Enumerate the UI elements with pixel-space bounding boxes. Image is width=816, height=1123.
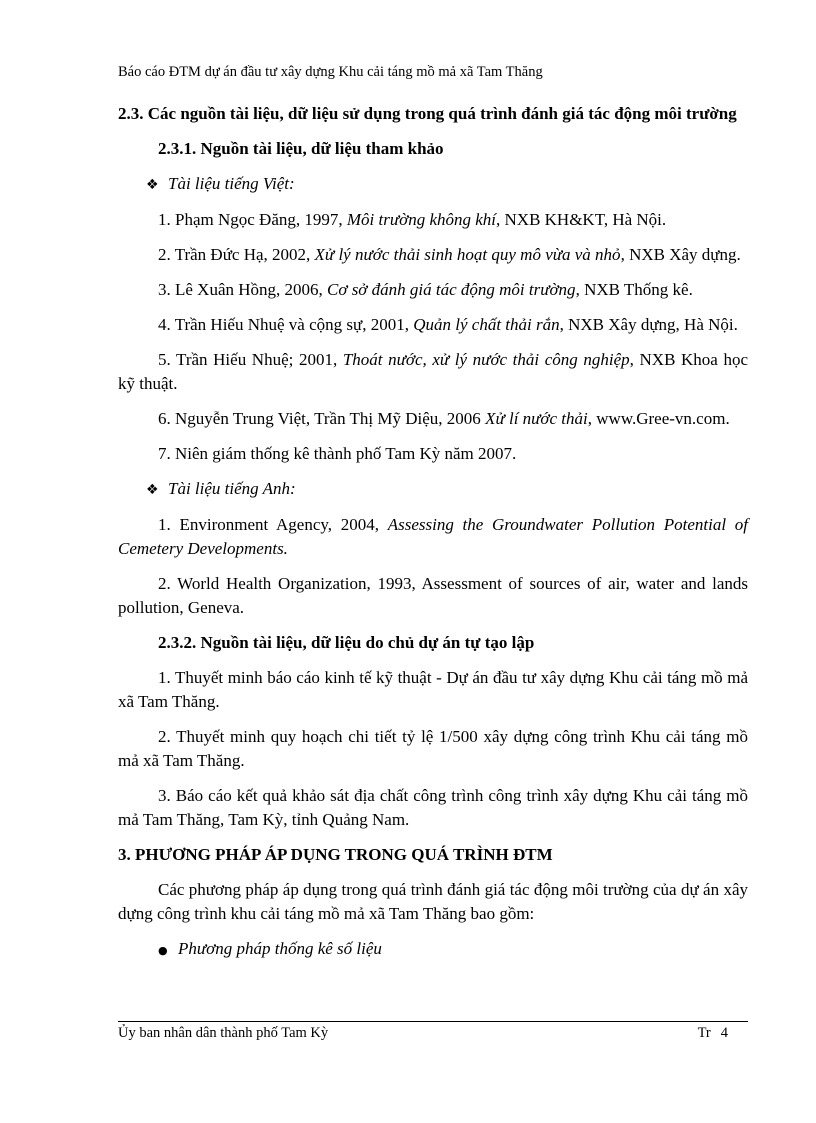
reference-item: 3. Lê Xuân Hồng, 2006, Cơ sở đánh giá tác động môi trường, NXB Thống kê. (158, 280, 693, 299)
own-reference-item: 2. Thuyết minh quy hoạch chi tiết tỷ lệ 1/500 xây dựng công trình Khu cải táng mồ mả xã Tam Thăng. (118, 727, 748, 770)
reference-item: 6. Nguyễn Trung Việt, Trần Thị Mỹ Diệu, 2006 Xử lí nước thải, www.Gree-vn.com. (158, 409, 730, 428)
eng-refs-heading (118, 477, 748, 502)
own-reference-item: 1. Thuyết minh báo cáo kinh tế kỹ thuật - Dự án đầu tư xây dựng Khu cải táng mồ mả xã Tam Thăng. (118, 668, 748, 711)
reference-item: 4. Trần Hiếu Nhuệ và cộng sự, 2001, Quản lý chất thải rắn, NXB Xây dựng, Hà Nội. (158, 315, 738, 334)
eng-refs-heading-text: Tài liệu tiếng Anh: (168, 479, 296, 498)
method-item-text: Phương pháp thống kê số liệu (178, 939, 382, 958)
page-header: Báo cáo ĐTM dự án đầu tư xây dựng Khu cải táng mồ mả xã Tam Thăng (118, 64, 543, 80)
section-3-intro: Các phương pháp áp dụng trong quá trình đánh giá tác động môi trường của dự án xây dựng công trình khu cải táng mồ mả xã Tam Thăng bao gồm: (118, 880, 748, 923)
viet-refs-heading-text: Tài liệu tiếng Việt: (168, 174, 295, 193)
section-2-3-1-heading: 2.3.1. Nguồn tài liệu, dữ liệu tham khảo (158, 139, 444, 158)
page-number (688, 1025, 728, 1042)
reference-item: 2. Trần Đức Hạ, 2002, Xử lý nước thải sinh hoạt quy mô vừa và nhỏ, NXB Xây dựng. (158, 245, 741, 264)
page-number-value: 4 (720, 1025, 728, 1041)
page-label: Tr (697, 1025, 711, 1041)
section-3-heading: 3. PHƯƠNG PHÁP ÁP DỤNG TRONG QUÁ TRÌNH ĐTM (118, 845, 553, 864)
method-item (118, 937, 748, 963)
reference-item: 2. World Health Organization, 1993, Assessment of sources of air, water and lands pollution, Geneva. (118, 574, 748, 617)
viet-refs-heading (118, 172, 748, 197)
page-content (118, 102, 748, 974)
reference-item: 1. Phạm Ngọc Đăng, 1997, Môi trường không khí, NXB KH&KT, Hà Nội. (158, 210, 667, 229)
diamond-bullet-icon: ❖ (146, 482, 159, 498)
diamond-bullet-icon: ❖ (146, 177, 159, 193)
own-reference-item: 3. Báo cáo kết quả khảo sát địa chất công trình công trình xây dựng Khu cải táng mồ mả Tam Thăng, Tam Kỳ, tỉnh Quảng Nam. (118, 786, 748, 829)
bullet-dot-icon: ● (158, 944, 168, 957)
reference-item: 1. Environment Agency, 2004, Assessing the Groundwater Pollution Potential of Cemetery Developments. (118, 515, 748, 558)
section-2-3-2-heading: 2.3.2. Nguồn tài liệu, dữ liệu do chủ dự án tự tạo lập (158, 633, 535, 652)
section-2-3-heading: 2.3. Các nguồn tài liệu, dữ liệu sử dụng trong quá trình đánh giá tác động môi trường (118, 104, 737, 123)
reference-item: 5. Trần Hiếu Nhuệ; 2001, Thoát nước, xử lý nước thải công nghiệp, NXB Khoa học kỹ thuật. (118, 350, 748, 393)
reference-item: 7. Niên giám thống kê thành phố Tam Kỳ năm 2007. (158, 444, 517, 463)
footer-organization: Ủy ban nhân dân thành phố Tam Kỳ (118, 1025, 329, 1041)
footer-divider (118, 1021, 748, 1022)
page-footer (118, 1025, 748, 1042)
